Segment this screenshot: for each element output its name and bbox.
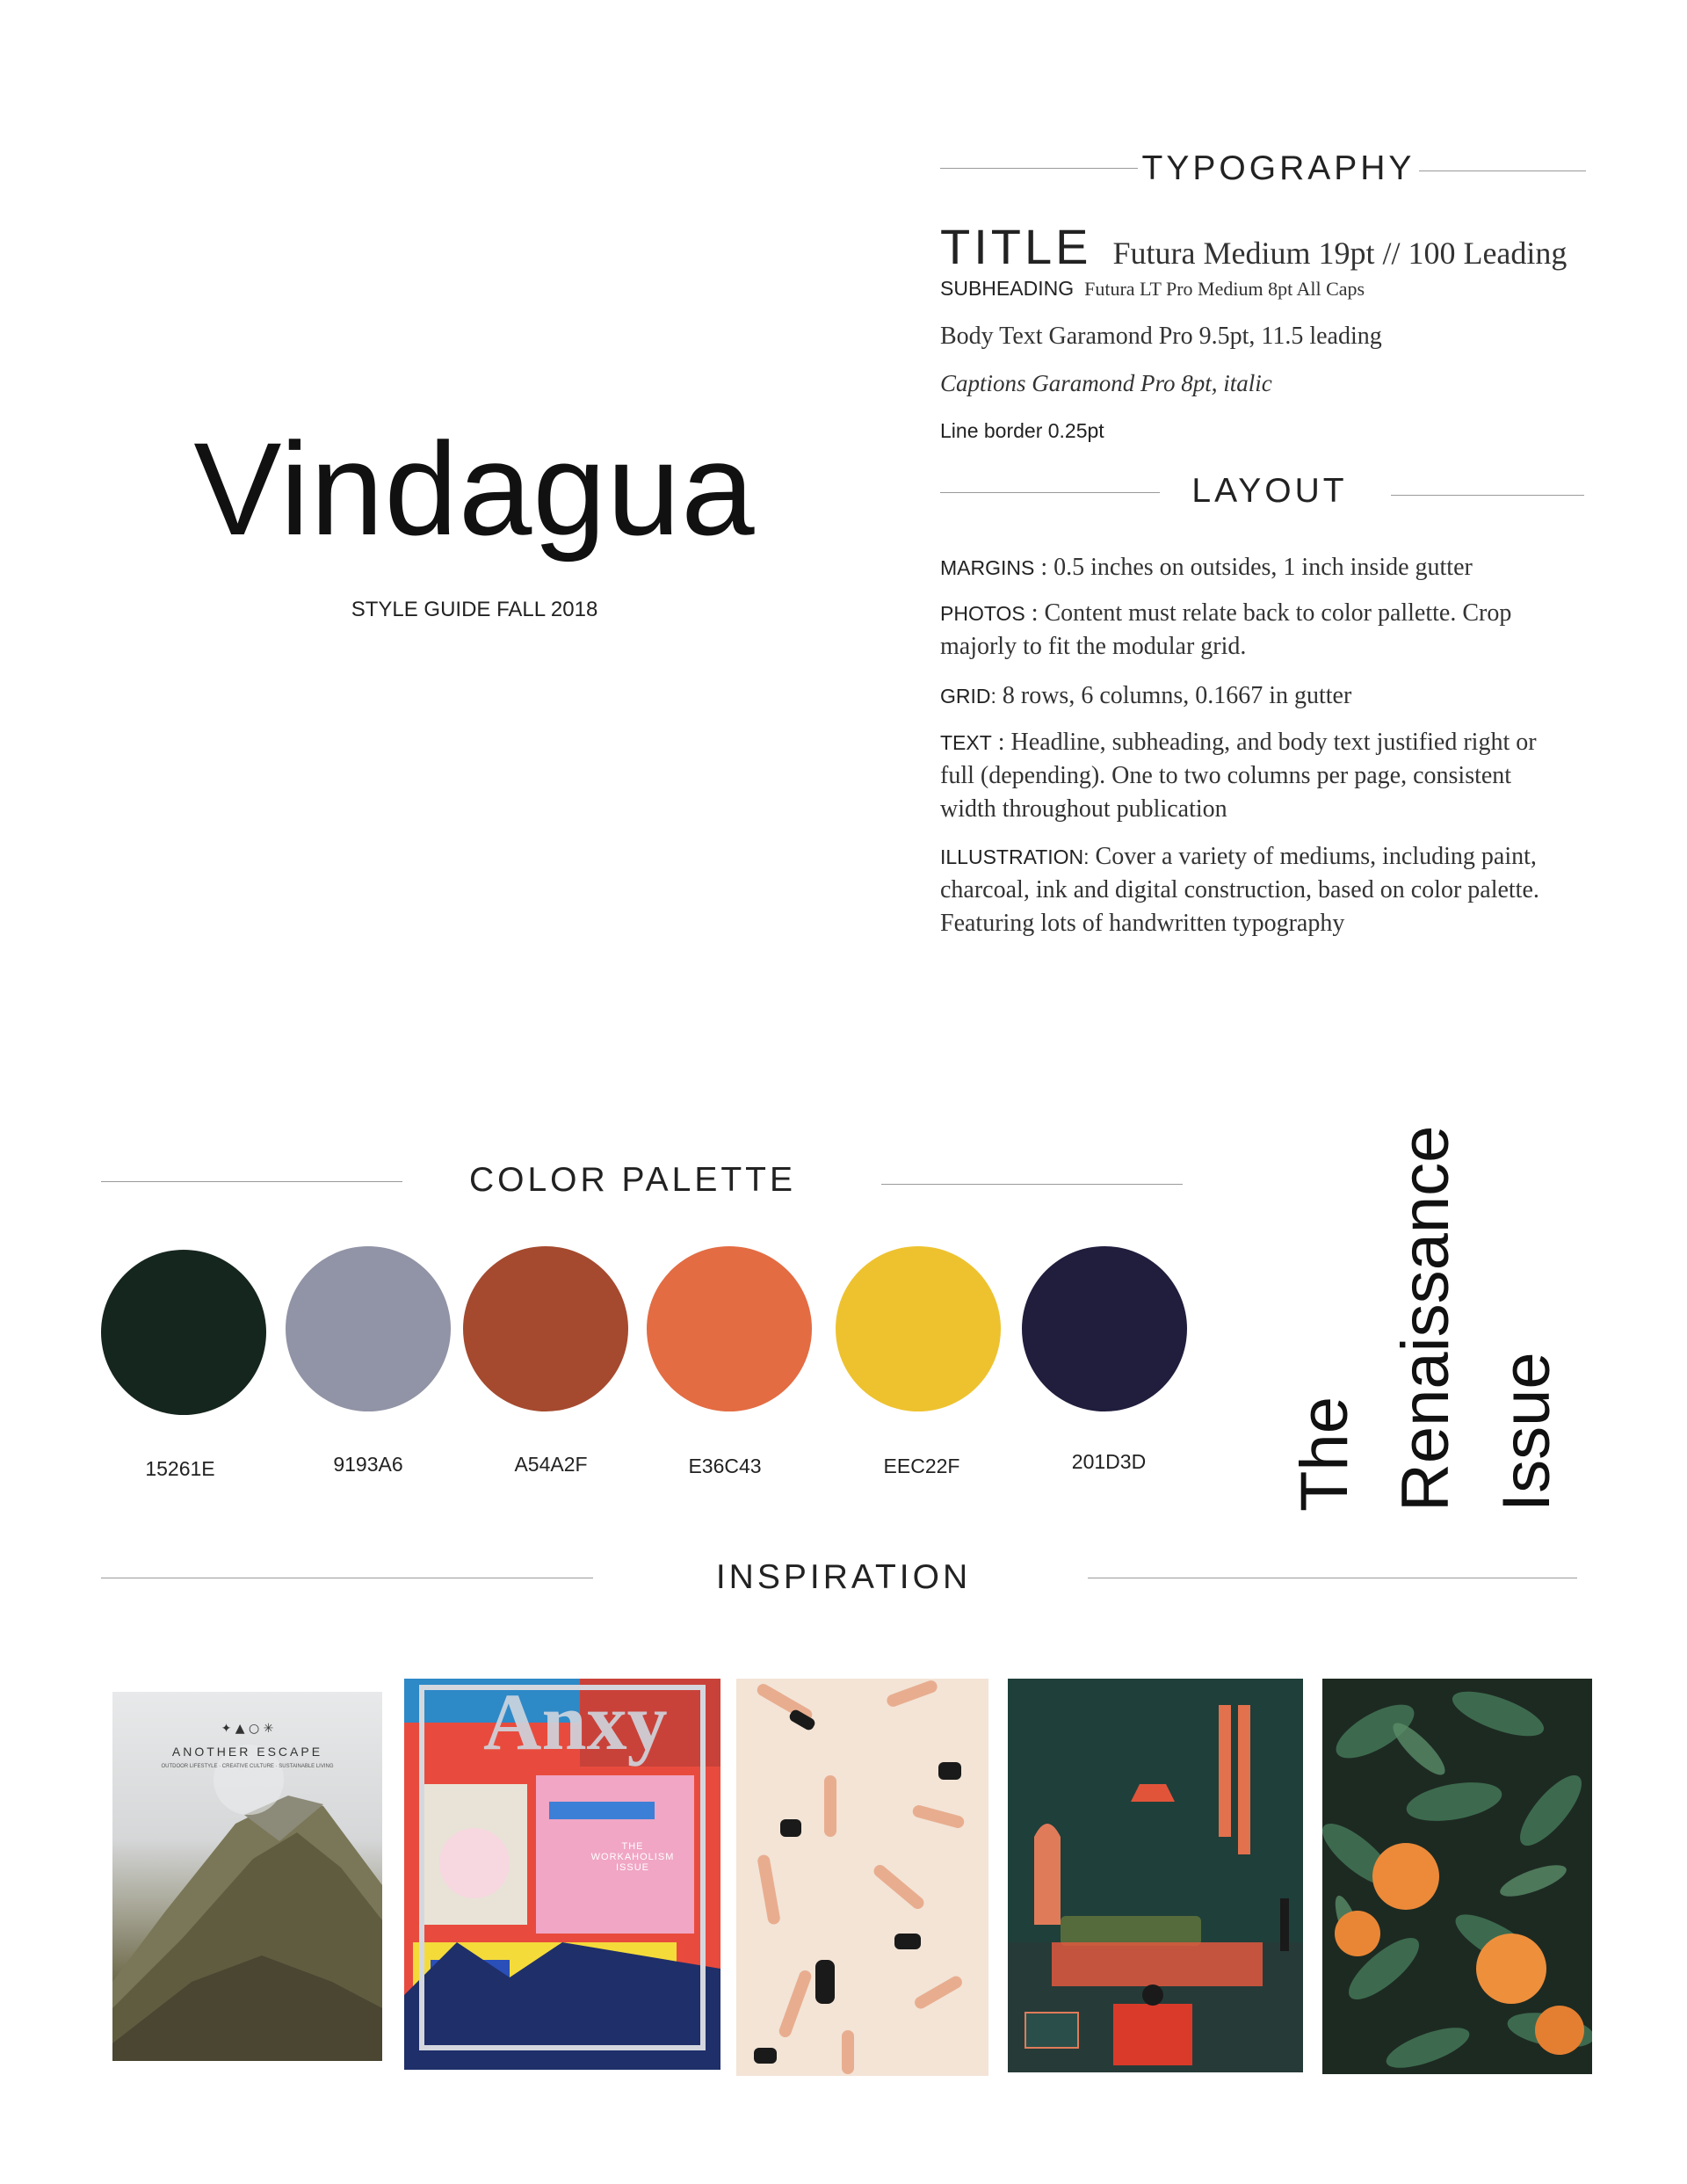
inspiration-heading: INSPIRATION xyxy=(715,1558,972,1596)
palette-rule-left xyxy=(101,1181,402,1182)
title-spec: Futura Medium 19pt // 100 Leading xyxy=(1112,236,1568,271)
margins-text: : 0.5 inches on outsides, 1 inch inside gutter xyxy=(1034,554,1473,581)
typography-heading: TYPOGRAPHY xyxy=(1141,149,1415,187)
subheading-spec: Futura LT Pro Medium 8pt All Caps xyxy=(1084,278,1365,300)
brand-title: Vindagua xyxy=(193,415,756,562)
typography-rule-left xyxy=(940,168,1138,169)
subheading-spec-row xyxy=(940,277,1365,301)
hex-label: 15261E xyxy=(145,1457,215,1480)
inspiration-oranges xyxy=(1322,1679,1592,2074)
subheading-sample: SUBHEADING xyxy=(940,277,1075,300)
swatch-9193A6 xyxy=(286,1246,451,1411)
text-text: : Headline, subheading, and body text justified right or full (depending). One to two columns per page, consistent width throughout publication xyxy=(940,729,1537,823)
another-escape-tagline: OUTDOOR LIFESTYLE · CREATIVE CULTURE · SUSTAINABLE LIVING xyxy=(161,1764,334,1769)
issue-line-renaissance: Renaissance xyxy=(1388,1125,1463,1512)
palette-rule-right xyxy=(881,1184,1183,1185)
body-text-spec: Body Text Garamond Pro 9.5pt, 11.5 leading xyxy=(940,323,1382,350)
inspiration-interior-scene xyxy=(1008,1679,1303,2072)
oranges-illustration xyxy=(1322,1679,1592,2074)
illustration-rule xyxy=(940,840,1546,940)
another-escape-title: ANOTHER ESCAPE xyxy=(171,1745,323,1759)
inspiration-another-escape-cover xyxy=(112,1692,382,2061)
captions-spec: Captions Garamond Pro 8pt, italic xyxy=(940,370,1272,396)
margins-rule xyxy=(940,551,1573,584)
grid-text: 8 rows, 6 columns, 0.1667 in gutter xyxy=(996,682,1352,709)
text-rule xyxy=(940,726,1546,826)
anxy-issue: THE WORKAHOLISM ISSUE xyxy=(590,1841,675,1873)
swatch-EEC22F xyxy=(836,1246,1001,1411)
interior-illustration xyxy=(1008,1679,1303,2072)
grid-rule xyxy=(940,679,1573,713)
brand-subtitle: STYLE GUIDE FALL 2018 xyxy=(351,598,598,621)
photos-rule xyxy=(940,597,1520,664)
swatch-201D3D xyxy=(1022,1246,1187,1411)
margins-label: MARGINS xyxy=(940,556,1035,579)
figure-pattern-illustration xyxy=(736,1679,988,2076)
layout-rule-right xyxy=(1391,495,1584,496)
swatch-E36C43 xyxy=(647,1246,812,1411)
anxy-title: Anxy xyxy=(483,1679,668,1767)
inspiration-anxy-cover xyxy=(404,1679,720,2070)
photos-label: PHOTOS xyxy=(940,602,1025,625)
title-spec-row xyxy=(940,218,1567,275)
grid-label: GRID: xyxy=(940,685,996,707)
text-label: TEXT xyxy=(940,731,992,754)
swatch-A54A2F xyxy=(463,1246,628,1411)
line-border-spec: Line border 0.25pt xyxy=(940,419,1104,442)
layout-rule-left xyxy=(940,492,1160,493)
issue-line-issue: Issue xyxy=(1489,1352,1564,1512)
title-sample: TITLE xyxy=(940,219,1092,274)
hex-label: EEC22F xyxy=(883,1455,960,1477)
photos-text: : Content must relate back to color pallette. Crop majorly to fit the modular grid. xyxy=(940,599,1512,660)
inspiration-figure-pattern xyxy=(736,1679,988,2076)
cover-icons: ✦ ▲ ○ ✳ xyxy=(221,1722,274,1736)
hex-label: E36C43 xyxy=(688,1455,762,1477)
illustration-label: ILLUSTRATION: xyxy=(940,845,1090,868)
swatch-15261E xyxy=(101,1250,266,1415)
hex-label: 201D3D xyxy=(1071,1450,1147,1473)
illustration-text: Cover a variety of mediums, including paint, charcoal, ink and digital construction, based on color palette. Featuring lots of handwritten typography xyxy=(940,843,1539,937)
layout-heading: LAYOUT xyxy=(1191,472,1348,510)
issue-line-the: The xyxy=(1287,1397,1362,1512)
hex-label: 9193A6 xyxy=(333,1453,403,1476)
palette-heading: COLOR PALETTE xyxy=(468,1161,797,1199)
hex-label: A54A2F xyxy=(514,1453,588,1476)
